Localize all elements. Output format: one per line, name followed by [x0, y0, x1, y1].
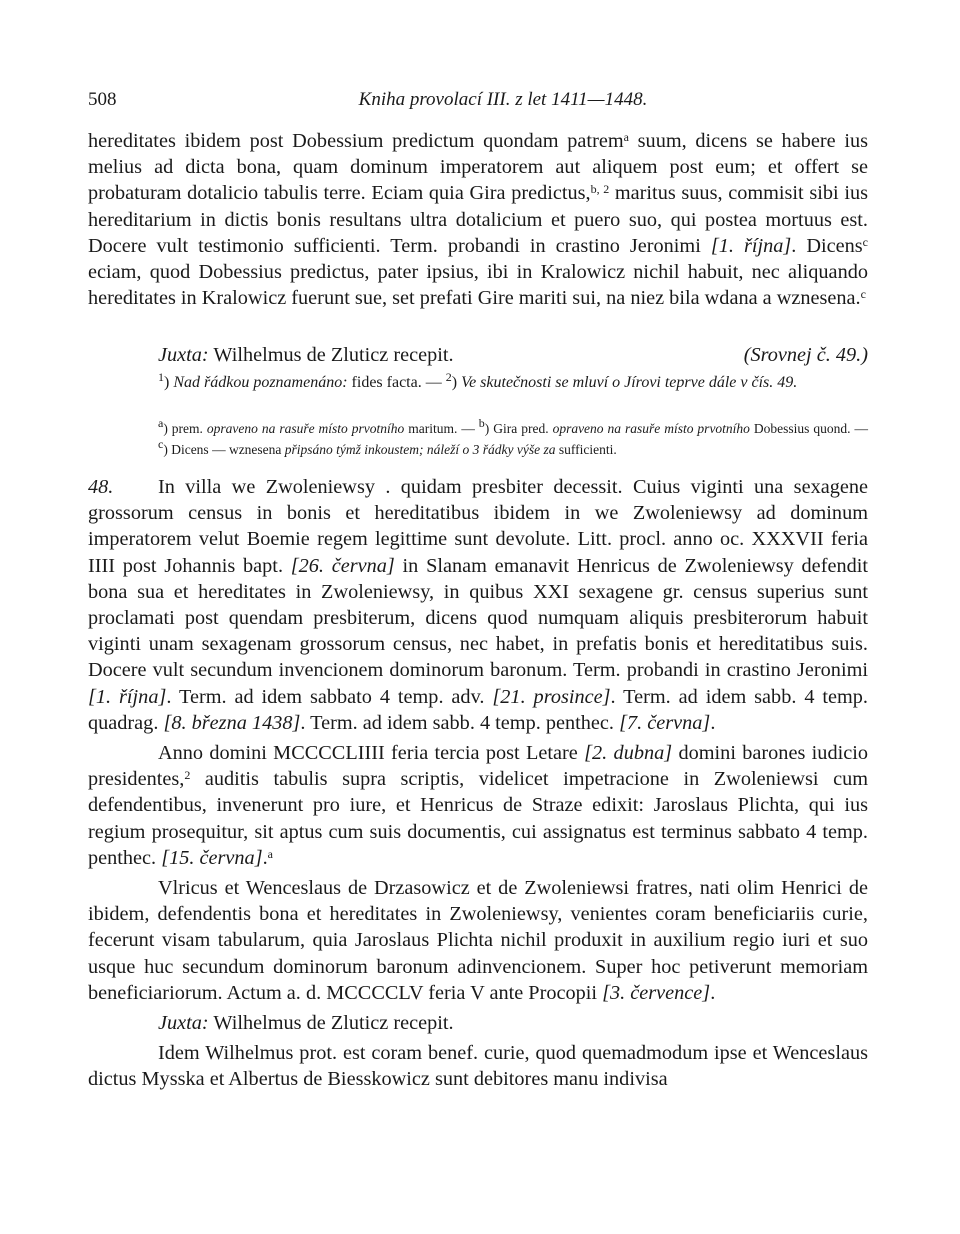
- footnote-text: Dicens — wznesena: [167, 442, 285, 457]
- footnote-mark: a: [158, 416, 164, 430]
- text-segment: hereditates ibidem post Dobessium predictum quondam patrem: [88, 130, 624, 152]
- date-annotation: [3. července]: [602, 981, 711, 1004]
- footnote-mark: 1: [158, 370, 164, 384]
- text-segment: Anno domini MCCCCLIIII feria tercia post Letare: [158, 742, 585, 765]
- text-segment: . Term. ad idem sabb. 4 temp. penthec.: [300, 711, 620, 734]
- text-segment: auditis tabulis supra scriptis, videlicet impetracione in Zwoleniewsi cum defendentibus, invenerunt pro iure, et Henricus de Straze edixit: Jaroslaus Plichta, qui ius regium prosequitur, sit aptus cum suis documentis, cui assignatus est terminus sabbato 4 temp. penthec.: [88, 768, 868, 869]
- date-annotation: [15. června]: [161, 846, 263, 869]
- date-annotation: [2. dubna]: [584, 742, 673, 765]
- text-segment: .: [262, 846, 268, 869]
- footnotes-alpha: $^a$) prem. opraveno na rasuře místo prvotního maritum. — $^b$) Gira pred. opraveno na rasuře místo prvotního Dobessius quond. — $^c$) Dicens — wznesena připsáno týmž inkoustem; náleží o 3 řádky výše za sufficienti.: [158, 416, 868, 457]
- text-segment: maritus suus, commisit sibi ius hereditarium in dictis bonis resultans ultra dotalicium et puero suo, qui postea mortuus est. Docere vult testimonio sufficienti. Term. probandi in crastino Jeronimi: [88, 182, 869, 257]
- text-segment: .: [710, 981, 716, 1004]
- running-title: Kniha provolací III. z let 1411—1448.: [358, 89, 648, 110]
- text-segment: suum, dicens se habere ius melius ad dicta bona, quam dominum imperatorem aut aliquem post eum; et offert se probaturam dotalicio tabulis terre. Eciam quia Gira predictus,: [88, 130, 868, 205]
- footnote-mark: c: [158, 437, 164, 451]
- page-number: 508: [88, 89, 117, 110]
- footnotes-numeric: $^1$) Nad řádkou poznamenáno: fides facta. — $^2$) Ve skutečnosti se mluví o Jírovi teprve dále v čís. 49.: [158, 370, 798, 391]
- juxta-text: Wilhelmus de Zluticz recepit.: [208, 1012, 454, 1035]
- footnote-mark: 2: [445, 370, 452, 384]
- paragraph-continuation: [88, 128, 868, 311]
- footnote-italic: Nad řádkou poznamenáno:: [173, 374, 348, 391]
- date-annotation: [8. března 1438]: [163, 711, 301, 734]
- entry-48: [88, 474, 868, 1093]
- date-annotation: [1. října]: [710, 234, 792, 257]
- text-segment: domini barones iudicio presidentes,: [88, 742, 868, 791]
- text-segment: . Term. ad idem sabbato 4 temp. adv.: [166, 685, 493, 708]
- text-segment: . Term. ad idem sabb. 4 temp. quadrag.: [88, 685, 869, 734]
- date-annotation: [26. června]: [290, 554, 395, 577]
- running-header: [88, 88, 878, 112]
- footnote-text: Gira pred.: [489, 421, 553, 436]
- footnote-text: prem.: [167, 421, 207, 436]
- footnote-ref: 2: [184, 768, 191, 783]
- text-segment: Vlricus et Wenceslaus de Drzasowicz et de Zwoleniewsi fratres, nati olim Henrici de ibidem, defendentis bona et hereditates in Zwoleniewsy, venientes coram beneficiariis curie, fecerunt visam tabularum, quia Jaroslaus Plichta nichil produxit in auxilium regio iuri et suo usque huc secundum dominorum baronum adinvencionem. Super hoc petiverunt memoriam beneficiariorum. Actum a. d. MCCCCLV feria V ante Procopii: [88, 877, 868, 1004]
- footnote-ref: a: [623, 130, 629, 144]
- date-annotation: [21. prosince]: [492, 685, 611, 708]
- text-segment: In villa we Zwoleniewsy . quidam presbiter decessit. Cuius viginti una sexagene grossorum census in bonis et hereditatibus ibidem in we Zwoleniewsy ad dominum imperatorem velut Boemie regem legittime sunt devolute. Litt. procl. anno oc. XXXVII feria IIII post Johannis bapt.: [88, 476, 868, 577]
- text-segment: . Dicens: [791, 234, 863, 257]
- footnote-text: sufficienti.: [555, 442, 617, 457]
- juxta-label: Juxta:: [158, 344, 209, 366]
- date-annotation: [7. června]: [619, 711, 711, 734]
- text-segment: eciam, quod Dobessius predictus, pater ipsius, ibi in Kralowicz nichil habuit, nec aliquando hereditates in Kralowicz fuerunt sue, set prefati Gire mariti sui, na niez bila wdana a wznesena.: [88, 261, 868, 310]
- footnote-mark: b: [478, 416, 485, 430]
- footnote-italic: připsáno týmž inkoustem; náleží o 3 řádky výše za: [284, 442, 556, 457]
- footnote-ref: c: [862, 234, 868, 249]
- text-segment: in Slanam emanavit Henricus de Zwoleniewsy defendit bona sua et hereditates in Zwoleniewsy, in quibus XXI sexagene gr. census superius sunt proclamati post quendam presbiterum, dicens quod numquam aliquis presbiterorum habuit viginti unam sexagenam grossorum census, nec habet, in prefatis bonis et hereditatibus suis. Docere vult secundum invencionem dominorum baronum. Term. probandi in crastino Jeronimi: [88, 554, 868, 682]
- footnote-ref: a: [267, 846, 273, 861]
- text-segment: .: [710, 711, 716, 734]
- juxta-note: [88, 342, 868, 368]
- footnote-ref: c: [860, 287, 866, 302]
- footnote-italic: opraveno na rasuře místo prvotního: [552, 421, 750, 436]
- footnote-italic: opraveno na rasuře místo prvotního: [206, 421, 405, 436]
- footnote-italic: Ve skutečnosti se mluví o Jírovi teprve dále v čís. 49.: [461, 374, 798, 391]
- text-segment: Idem Wilhelmus prot. est coram benef. curie, quod quemadmodum ipse et Wenceslaus dictus Mysska et Albertus de Biesskowicz sunt debitores manu indivisa: [88, 1042, 868, 1091]
- cross-reference: (Srovnej č. 49.): [743, 344, 868, 366]
- footnote-ref: b, 2: [590, 182, 610, 197]
- footnote-text: fides facta. —: [347, 374, 446, 391]
- juxta-text: Wilhelmus de Zluticz recepit.: [208, 344, 454, 366]
- juxta-label: Juxta:: [158, 1012, 209, 1035]
- footnote-text: maritum. —: [404, 421, 479, 436]
- date-annotation: [1. října]: [88, 685, 167, 708]
- footnote-text: Dobessius quond. —: [749, 421, 868, 436]
- entry-number: 48.: [88, 476, 114, 498]
